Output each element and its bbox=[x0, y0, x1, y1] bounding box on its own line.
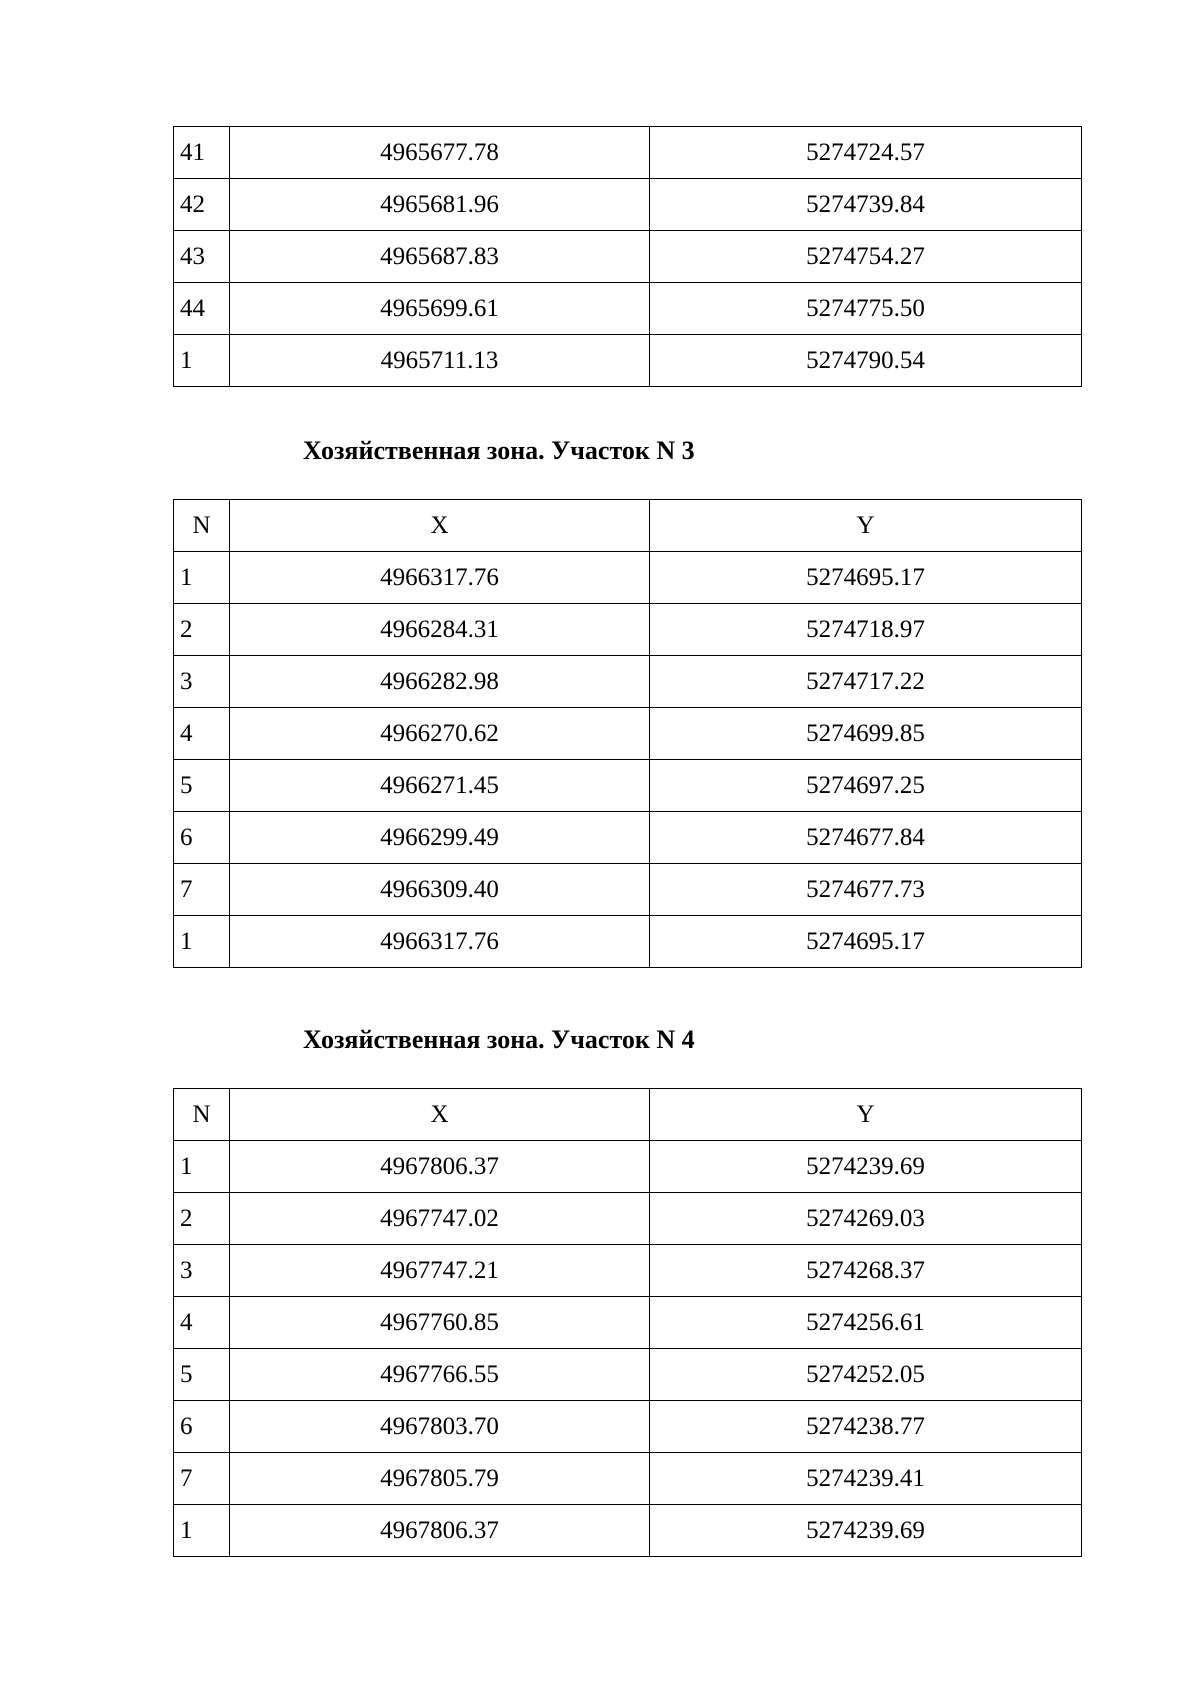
x-coordinate: 4966284.31 bbox=[230, 604, 650, 656]
point-number: 4 bbox=[174, 1297, 230, 1349]
point-number: 4 bbox=[174, 708, 230, 760]
point-number: 2 bbox=[174, 1193, 230, 1245]
x-coordinate: 4965687.83 bbox=[230, 231, 650, 283]
table-header-row bbox=[174, 1089, 1082, 1141]
x-coordinate: 4966309.40 bbox=[230, 864, 650, 916]
point-number: 2 bbox=[174, 604, 230, 656]
table-row bbox=[174, 1193, 1082, 1245]
table-row bbox=[174, 231, 1082, 283]
point-number: 3 bbox=[174, 1245, 230, 1297]
x-coordinate: 4967803.70 bbox=[230, 1401, 650, 1453]
x-coordinate: 4965711.13 bbox=[230, 335, 650, 387]
table-row bbox=[174, 283, 1082, 335]
y-coordinate: 5274724.57 bbox=[650, 127, 1082, 179]
point-number: 1 bbox=[174, 916, 230, 968]
section-title-plot-3: Хозяйственная зона. Участок N 3 bbox=[303, 436, 695, 465]
table-row bbox=[174, 708, 1082, 760]
coordinates-table-continued bbox=[173, 126, 1082, 387]
table-row bbox=[174, 1505, 1082, 1557]
point-number: 41 bbox=[174, 127, 230, 179]
table-row bbox=[174, 335, 1082, 387]
table-row bbox=[174, 1401, 1082, 1453]
table-row bbox=[174, 1349, 1082, 1401]
table-row bbox=[174, 604, 1082, 656]
point-number: 6 bbox=[174, 1401, 230, 1453]
point-number: 7 bbox=[174, 1453, 230, 1505]
table-row bbox=[174, 1297, 1082, 1349]
x-coordinate: 4967747.02 bbox=[230, 1193, 650, 1245]
x-coordinate: 4966317.76 bbox=[230, 552, 650, 604]
y-coordinate: 5274717.22 bbox=[650, 656, 1082, 708]
y-coordinate: 5274256.61 bbox=[650, 1297, 1082, 1349]
column-header-n: N bbox=[174, 500, 230, 552]
y-coordinate: 5274699.85 bbox=[650, 708, 1082, 760]
table-row bbox=[174, 1141, 1082, 1193]
x-coordinate: 4967806.37 bbox=[230, 1505, 650, 1557]
point-number: 44 bbox=[174, 283, 230, 335]
point-number: 7 bbox=[174, 864, 230, 916]
point-number: 1 bbox=[174, 335, 230, 387]
y-coordinate: 5274238.77 bbox=[650, 1401, 1082, 1453]
x-coordinate: 4967805.79 bbox=[230, 1453, 650, 1505]
x-coordinate: 4966282.98 bbox=[230, 656, 650, 708]
y-coordinate: 5274239.41 bbox=[650, 1453, 1082, 1505]
point-number: 3 bbox=[174, 656, 230, 708]
x-coordinate: 4967766.55 bbox=[230, 1349, 650, 1401]
x-coordinate: 4965699.61 bbox=[230, 283, 650, 335]
point-number: 5 bbox=[174, 1349, 230, 1401]
point-number: 1 bbox=[174, 1505, 230, 1557]
y-coordinate: 5274269.03 bbox=[650, 1193, 1082, 1245]
column-header-n: N bbox=[174, 1089, 230, 1141]
table-row bbox=[174, 864, 1082, 916]
point-number: 1 bbox=[174, 1141, 230, 1193]
table-row bbox=[174, 916, 1082, 968]
y-coordinate: 5274695.17 bbox=[650, 916, 1082, 968]
x-coordinate: 4967760.85 bbox=[230, 1297, 650, 1349]
point-number: 42 bbox=[174, 179, 230, 231]
table-row bbox=[174, 179, 1082, 231]
y-coordinate: 5274739.84 bbox=[650, 179, 1082, 231]
y-coordinate: 5274695.17 bbox=[650, 552, 1082, 604]
y-coordinate: 5274239.69 bbox=[650, 1505, 1082, 1557]
x-coordinate: 4966299.49 bbox=[230, 812, 650, 864]
table-row bbox=[174, 1453, 1082, 1505]
column-header-y: Y bbox=[650, 1089, 1082, 1141]
column-header-x: X bbox=[230, 1089, 650, 1141]
column-header-y: Y bbox=[650, 500, 1082, 552]
x-coordinate: 4966271.45 bbox=[230, 760, 650, 812]
table-row bbox=[174, 127, 1082, 179]
y-coordinate: 5274754.27 bbox=[650, 231, 1082, 283]
y-coordinate: 5274718.97 bbox=[650, 604, 1082, 656]
point-number: 5 bbox=[174, 760, 230, 812]
y-coordinate: 5274775.50 bbox=[650, 283, 1082, 335]
coordinates-table-plot-3 bbox=[173, 499, 1082, 968]
section-title-plot-4: Хозяйственная зона. Участок N 4 bbox=[303, 1025, 695, 1054]
x-coordinate: 4966270.62 bbox=[230, 708, 650, 760]
y-coordinate: 5274677.73 bbox=[650, 864, 1082, 916]
table-row bbox=[174, 812, 1082, 864]
x-coordinate: 4966317.76 bbox=[230, 916, 650, 968]
table-row bbox=[174, 552, 1082, 604]
y-coordinate: 5274268.37 bbox=[650, 1245, 1082, 1297]
y-coordinate: 5274697.25 bbox=[650, 760, 1082, 812]
table-row bbox=[174, 760, 1082, 812]
column-header-x: X bbox=[230, 500, 650, 552]
x-coordinate: 4967747.21 bbox=[230, 1245, 650, 1297]
x-coordinate: 4965677.78 bbox=[230, 127, 650, 179]
table-row bbox=[174, 656, 1082, 708]
x-coordinate: 4965681.96 bbox=[230, 179, 650, 231]
y-coordinate: 5274252.05 bbox=[650, 1349, 1082, 1401]
table-header-row bbox=[174, 500, 1082, 552]
x-coordinate: 4967806.37 bbox=[230, 1141, 650, 1193]
coordinates-table-plot-4 bbox=[173, 1088, 1082, 1557]
y-coordinate: 5274790.54 bbox=[650, 335, 1082, 387]
y-coordinate: 5274677.84 bbox=[650, 812, 1082, 864]
y-coordinate: 5274239.69 bbox=[650, 1141, 1082, 1193]
point-number: 1 bbox=[174, 552, 230, 604]
point-number: 6 bbox=[174, 812, 230, 864]
point-number: 43 bbox=[174, 231, 230, 283]
table-row bbox=[174, 1245, 1082, 1297]
